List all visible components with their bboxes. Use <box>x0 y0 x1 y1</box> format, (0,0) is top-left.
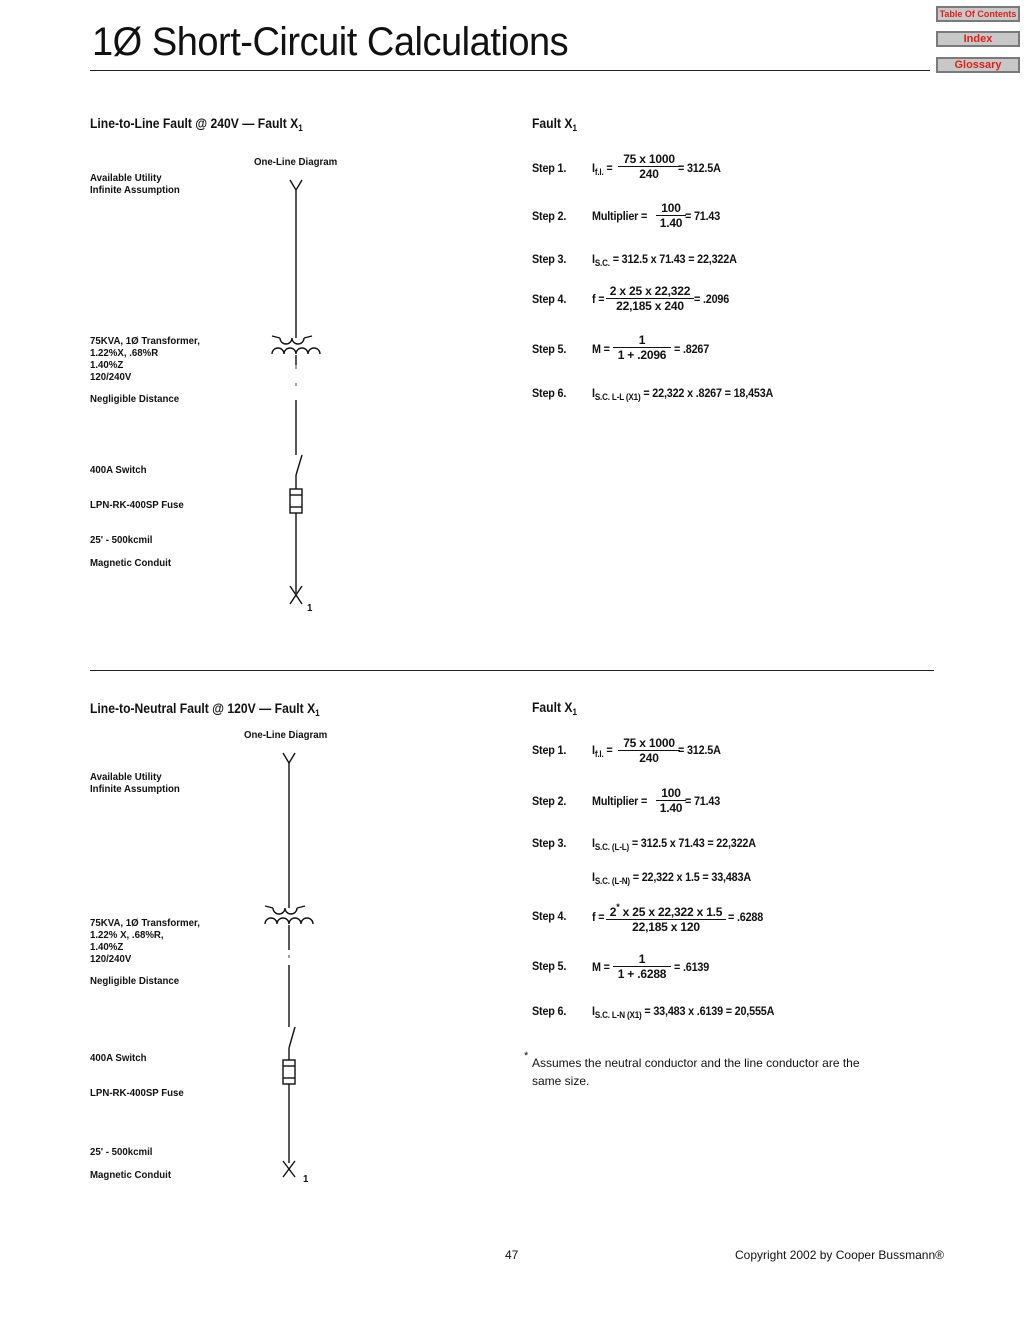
fuse-icon-2 <box>283 1060 295 1084</box>
s2-step6-formula: $I_{S.C. L-N (X1)} = 33,483$ x .6139 = 20,555A <box>592 1004 775 1020</box>
transformer-label-2: 75KVA, 1Ø Transformer, 1.22% X, .68%R, 1.40%Z 120/240V <box>90 917 200 965</box>
s1-step5-fraction: $\frac{1}{1 + .2096}$ <box>613 334 671 362</box>
s1-step6-label: Step 6. <box>532 386 567 400</box>
s2-step3b-formula: $I_{S.C. (L-N)} = 22,322$ x 1.5 = 33,483A <box>592 870 751 886</box>
s2-step3-formula: $I_{S.C. (L-L)} = 312.5$ x 71.43 = 22,322A <box>592 836 756 852</box>
utility-label-2: Available Utility Infinite Assumption <box>90 771 180 795</box>
s2-step2-lhs: Multiplier = <box>592 794 648 808</box>
fuse-icon <box>290 489 302 513</box>
s1-step2-result: = 71.43 <box>685 209 721 223</box>
s2-step2-fraction: $\frac{100}{1.40}$ <box>656 787 686 815</box>
cable-label-2: 25' - 500kcmil <box>90 1146 153 1158</box>
s1-step1-lhs: $I_{f.l.}$ = <box>592 161 613 177</box>
s2-step5-fraction: $\frac{1}{1 + .6288}$ <box>613 953 671 981</box>
s2-step4-fraction: $\frac{2^* x 25 x 22,322 x 1.5}{22,185 x 120}$ <box>606 901 726 934</box>
distance-label: Negligible Distance <box>90 393 180 405</box>
s2-step1-lhs: $I_{f.l.}$ = <box>592 743 613 759</box>
section1-heading: Line-to-Line Fault @ 240V — Fault $X_1$ <box>90 116 303 133</box>
s2-step4-label: Step 4. <box>532 909 567 923</box>
s2-step1-fraction: $\frac{75 x 1000}{240}$ <box>618 737 680 765</box>
s1-step2-fraction: $\frac{100}{1.40}$ <box>656 202 686 230</box>
index-button[interactable]: Index <box>936 31 1020 47</box>
utility-source-icon-2 <box>283 753 295 763</box>
s2-step1-result: = 312.5A <box>678 743 721 757</box>
s1-step4-label: Step 4. <box>532 292 567 306</box>
s2-step1-label: Step 1. <box>532 743 567 757</box>
fault-subscript: 1 <box>307 602 313 614</box>
s1-step1-label: Step 1. <box>532 161 567 175</box>
page-title: 1Ø Short-Circuit Calculations <box>92 20 569 64</box>
s2-step5-result: = .6139 <box>674 960 710 974</box>
switch-icon <box>296 455 302 475</box>
diagram2-title: One-Line Diagram <box>244 729 328 741</box>
s1-step3-label: Step 3. <box>532 252 567 266</box>
s2-step4-result: = .6288 <box>728 910 764 924</box>
footnote-asterisk: * <box>524 1050 529 1062</box>
section2-calc-heading: Fault $X_1$ <box>532 700 578 717</box>
fuse-label: LPN-RK-400SP Fuse <box>90 499 184 511</box>
switch-label-2: 400A Switch <box>90 1052 147 1064</box>
copyright: Copyright 2002 by Cooper Bussmann® <box>735 1248 944 1262</box>
s1-step4-lhs: f = <box>592 292 605 306</box>
s1-step5-lhs: M = <box>592 342 610 356</box>
s2-step5-lhs: M = <box>592 960 610 974</box>
section2-heading: Line-to-Neutral Fault @ 120V — Fault $X_1$ <box>90 701 320 718</box>
transformer-icon <box>272 334 320 354</box>
section1-calc-heading: Fault $X_1$ <box>532 116 578 133</box>
s1-step1-result: = 312.5A <box>678 161 721 175</box>
cable-label: 25' - 500kcmil <box>90 534 153 546</box>
switch-icon-2 <box>289 1027 295 1048</box>
utility-source-icon <box>290 180 302 190</box>
transformer-label: 75KVA, 1Ø Transformer, 1.22%X, .68%R 1.40%Z 120/240V <box>90 335 200 383</box>
distance-label-2: Negligible Distance <box>90 975 180 987</box>
transformer-icon-2 <box>265 904 313 924</box>
footnote-text: Assumes the neutral conductor and the line conductor are the same size. <box>532 1056 860 1088</box>
s1-step2-label: Step 2. <box>532 209 567 223</box>
diagram1-title: One-Line Diagram <box>254 156 338 168</box>
s2-step4-lhs: f = <box>592 910 605 924</box>
s1-step4-fraction: $\frac{2 x 25 x 22,322}{22,185 x 240}$ <box>606 285 694 313</box>
fuse-label-2: LPN-RK-400SP Fuse <box>90 1087 184 1099</box>
s1-step2-lhs: Multiplier = <box>592 209 648 223</box>
page-number: 47 <box>505 1248 519 1262</box>
s1-step6-formula: $I_{S.C. L-L (X1)} = 22,322$ x .8267 = 18,453A <box>592 386 774 402</box>
utility-label: Available Utility Infinite Assumption <box>90 172 180 196</box>
conduit-label-2: Magnetic Conduit <box>90 1169 172 1181</box>
s1-step3-formula: $I_{S.C.} = 312.5$ x 71.43 = 22,322A <box>592 252 737 268</box>
switch-label: 400A Switch <box>90 464 147 476</box>
table-of-contents-button[interactable]: Table Of Contents <box>936 6 1020 22</box>
s1-step4-result: = .2096 <box>694 292 730 306</box>
fault-x-icon-2 <box>283 1161 295 1177</box>
s2-step6-label: Step 6. <box>532 1004 567 1018</box>
s2-step3-label: Step 3. <box>532 836 567 850</box>
conduit-label: Magnetic Conduit <box>90 557 172 569</box>
section-divider <box>90 670 934 671</box>
fault-subscript-2: 1 <box>303 1173 309 1185</box>
glossary-button[interactable]: Glossary <box>936 57 1020 73</box>
s1-step5-result: = .8267 <box>674 342 710 356</box>
s1-step1-fraction: $\frac{75 x 1000}{240}$ <box>618 153 680 181</box>
s2-step2-result: = 71.43 <box>685 794 721 808</box>
s1-step5-label: Step 5. <box>532 342 567 356</box>
s2-step5-label: Step 5. <box>532 959 567 973</box>
s2-step2-label: Step 2. <box>532 794 567 808</box>
